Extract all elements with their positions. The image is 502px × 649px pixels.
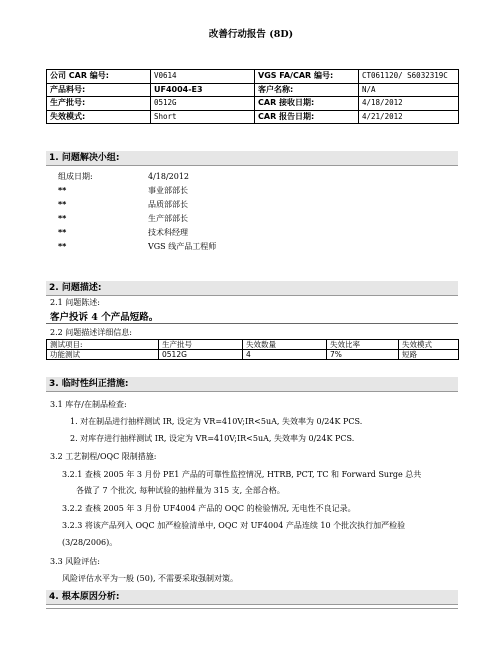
customer-label: 客户名称: [255,83,359,97]
section-4-heading: 4. 根本原因分析: [46,590,458,605]
measure-3-2-2: 3.2.2 查核 2005 年 3 月份 UF4004 产品的 OQC 的检验情况, 无电性不良记录。 [62,504,356,513]
inventory-check-item-1: 1. 对在制品进行抽样测试 IR, 设定为 VR=410V;IR<5uA, 失效率为 0/24K PCS. [70,417,363,426]
divider [46,323,458,324]
cell-fail-qty: 4 [243,350,327,360]
part-label: 产品料号: [47,83,151,97]
col-fail-mode: 失效模式 [399,340,459,350]
car-no-label: 公司 CAR 编号: [47,70,151,84]
risk-assessment: 风险评估水平为一般 (50), 不需要采取强制对策。 [62,574,239,583]
col-test-item: 测试项目: [47,340,159,350]
oqc-limit-label: 3.2 工艺制程/OQC 限制措施: [50,452,157,461]
team-member-role: 事业部部长 [148,186,188,195]
cell-fail-rate: 7% [327,350,399,360]
team-date-label: 组成日期: [58,172,93,181]
section-1-heading: 1. 问题解决小组: [46,151,458,166]
section-3-heading: 3. 临时性纠正措施: [46,377,458,392]
measure-3-2-1-line-1: 3.2.1 查核 2005 年 3 月份 PE1 产品的可靠性监控情况, HTRB, PCT, TC 和 Forward Surge 总共 [62,470,422,479]
col-fail-qty: 失效数量 [243,340,327,350]
report-date-label: CAR 报告日期: [255,110,359,124]
cell-fail-mode: 短路 [399,350,459,360]
team-member-role: 品质部部长 [148,200,188,209]
col-fail-rate: 失效比率 [327,340,399,350]
section-2-heading: 2. 问题描述: [46,281,458,296]
problem-detail-label: 2.2 问题描述详细信息: [50,328,132,337]
team-member-name: ** [58,186,67,195]
header-info-table [46,69,459,124]
team-member-name: ** [58,228,67,237]
car-no-value: V0614 [151,70,255,84]
inventory-check-label: 3.1 库存/在制品检查: [50,400,127,409]
lot-label: 生产批号: [47,97,151,111]
vgs-label: VGS FA/CAR 编号: [255,70,359,84]
inventory-check-item-2: 2. 对库存进行抽样测试 IR, 设定为 VR=410V;IR<5uA, 失效率为 0/24K PCS. [70,434,355,443]
divider [46,608,458,609]
problem-statement: 客户投诉 4 个产品短路。 [50,312,159,323]
measure-3-2-1-line-2: 各做了 7 个批次, 每种试验的抽样量为 315 支, 全部合格。 [76,486,285,495]
team-member-role: VGS 线产品工程师 [148,242,217,251]
team-member-role: 技术科经理 [148,228,188,237]
mode-label: 失效模式: [47,110,151,124]
team-member-name: ** [58,214,67,223]
cell-lot: 0512G [159,350,243,360]
measure-3-2-3-line-2: (3/28/2006)。 [62,538,118,547]
problem-statement-label: 2.1 问题陈述: [50,298,100,307]
team-date-value: 4/18/2012 [148,172,190,181]
cell-test-item: 功能测试 [47,350,159,360]
team-table [58,170,358,254]
risk-label: 3.3 风险评估: [50,557,100,566]
part-value: UF4004-E3 [151,83,255,97]
report-date-value: 4/21/2012 [359,110,459,124]
report-title: 改善行动报告 (8D) [208,29,294,40]
failure-detail-table [46,339,459,360]
team-member-name: ** [58,242,67,251]
measure-3-2-3-line-1: 3.2.3 将该产品列入 OQC 加严检验清单中, OQC 对 UF4004 产品连续 10 个批次执行加严检验 [62,521,406,530]
recv-date-label: CAR 接收日期: [255,97,359,111]
col-lot: 生产批号 [159,340,243,350]
vgs-value: CT061120/ S6032319C [359,70,459,84]
customer-value: N/A [359,83,459,97]
mode-value: Short [151,110,255,124]
lot-value: 0512G [151,97,255,111]
team-member-role: 生产部部长 [148,214,188,223]
team-member-name: ** [58,200,67,209]
recv-date-value: 4/18/2012 [359,97,459,111]
